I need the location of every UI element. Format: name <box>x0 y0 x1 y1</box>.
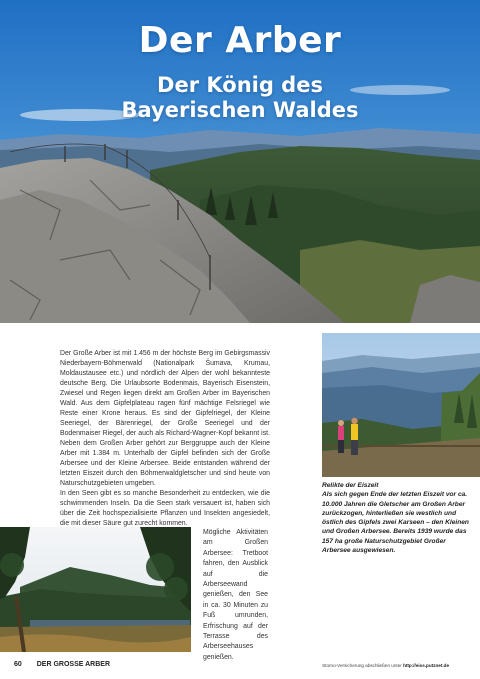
lake-illustration <box>0 527 191 652</box>
article-body <box>60 349 270 529</box>
page-number: 60 <box>14 661 22 668</box>
footer-link[interactable]: http://eiss.putznet.de <box>403 663 449 668</box>
photo-caption <box>322 481 472 555</box>
page-footer-left <box>14 661 110 668</box>
activities-paragraph: Mögliche Aktivitäten am Großen Arbersee: Tretboot fahren, den Ausblick auf die Arberseewand genießen, den See in ca. 30 Minuten zu Fuß umrunden, Erfrischung auf der Terrasse des Arberseehauses genießen. <box>203 529 268 661</box>
viewpoint-illustration <box>322 333 480 477</box>
subtitle-line-1: Der König des <box>157 73 323 97</box>
caption-text: Als sich gegen Ende der letzten Eiszeit vor ca. 10.000 Jahren die Gletscher am Großen Arber zurückzogen, hinterließen sie westlich und östlich des Gipfels zwei Karseen – den Kleinen und Großen Arbersee. Bereits 1939 wurde das 157 ha große Naturschutzgebiet Großer Arbersee ausgewiesen. <box>322 491 469 555</box>
footer-note: Storno-Versicherung abschließen unter <box>322 663 402 668</box>
page-footer-right <box>322 663 449 668</box>
subtitle-line-2: Bayerischen Waldes <box>121 98 359 122</box>
hikers-viewpoint-photo <box>322 333 480 477</box>
page-title: Der Arber <box>138 20 342 61</box>
hero-image <box>0 0 480 323</box>
arbersee-lake-photo <box>0 527 191 652</box>
caption-title: Relikte der Eiszeit <box>322 482 379 489</box>
article-paragraph-2: In den Seen gibt es so manche Besonderheit zu entdecken, wie die schwimmenden Inseln. Da die Seen stark versauert ist, haben sich über die Zeit hochspezialisierte Pflanzen und Insekten angesiedelt, die mit dieser Säure gut zurecht kommen. <box>60 490 270 527</box>
page-subtitle <box>0 73 480 123</box>
article-paragraph-1: Der Große Arber ist mit 1.456 m der höchste Berg im Gebirgsmassiv Niederbayern-Böhmerwald (Nationalpark Šumava, Krumau, Moldaustausee etc.) und nördlich der Alpen der wohl bekannteste deutsche Berg. Die Urlaubsorte Bodenmais, Bayerisch Eisenstein, Zwiesel und Regen liegen direkt am Großen Arber im Bayerischen Wald. Aus dem Gipfelplateau ragen fünf mächtige Felsriegel wie Reste einer Krone heraus. Es sind der Gipfelriegel, der Kleine Seeriegel, der Bärenriegel, der Große Seeriegel und der Bodenmaiser Riegel, der auch als Richard-Wagner-Kopf bekannt ist. Neben dem Großen Arber gehört zur Berggruppe auch der Kleine Arber mit 1.384 m. Unterhalb der Gipfel befinden sich der Große Arbersee und der Kleine Arbersee. Beide entstanden während der letzten Eiszeit durch den Böhmerwaldgletscher und sind heute von Naturschutzgebieten umgeben. <box>60 350 270 487</box>
section-name: DER GROSSE ARBER <box>36 661 111 668</box>
